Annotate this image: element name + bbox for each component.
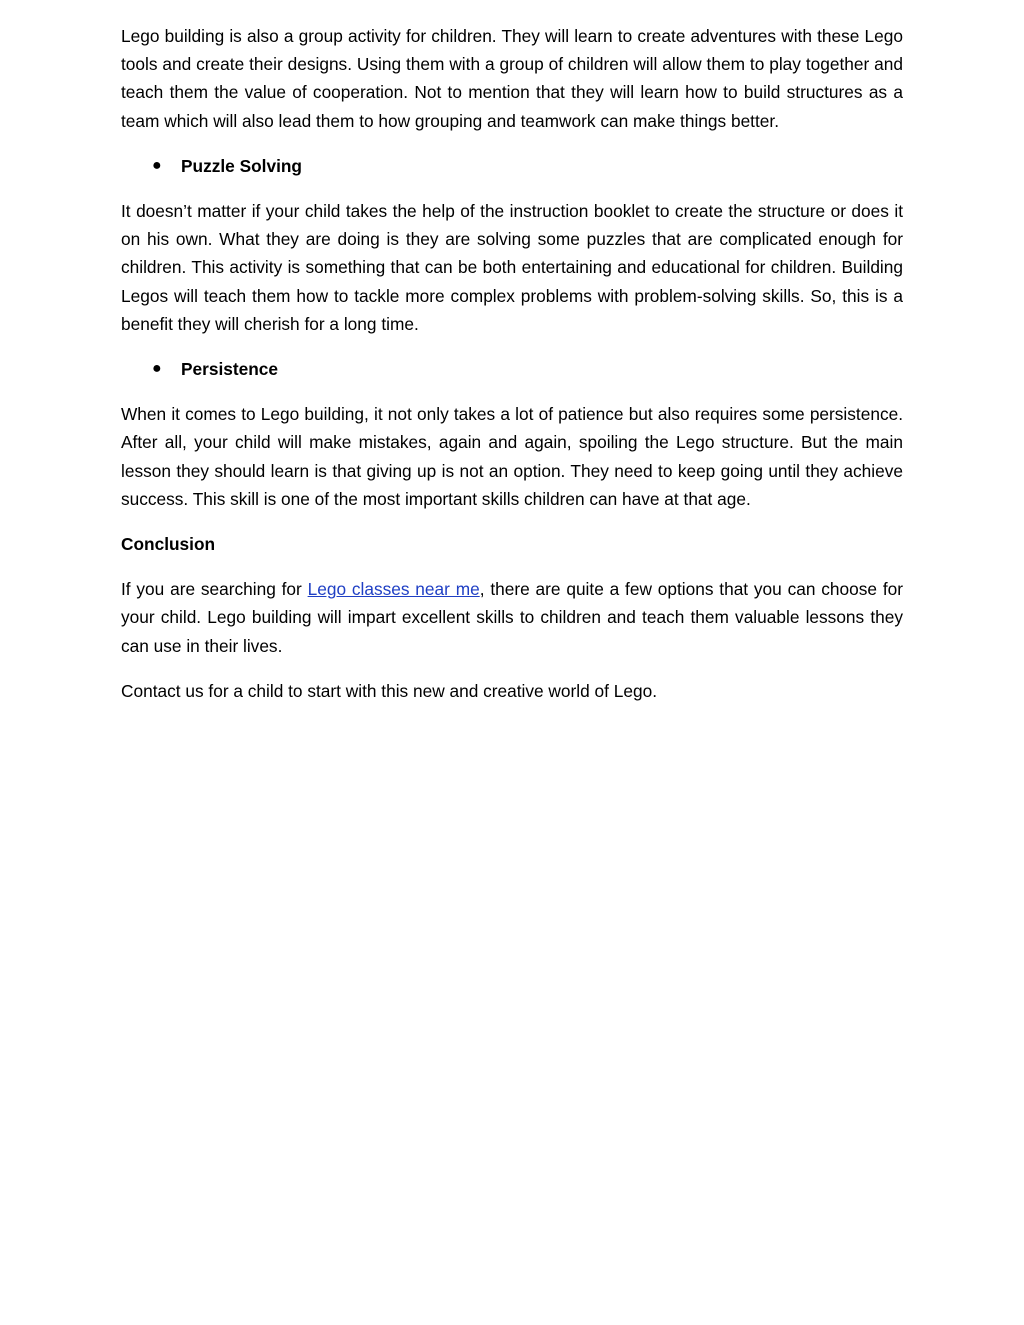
heading-conclusion: Conclusion (121, 534, 216, 555)
paragraph-conclusion-text-end: , there are quite a few options that you can choose for your child. Lego building will impart excellent skills to children and teach them valuable lessons they can use in their lives. (121, 579, 903, 656)
bullet-item-persistence (121, 355, 903, 383)
bullet-label-puzzle-solving: Puzzle Solving (181, 155, 302, 176)
document-page (121, 22, 903, 722)
bullet-item-puzzle-solving (121, 152, 903, 180)
paragraph-conclusion-text-start: If you are searching for (121, 579, 308, 600)
paragraph-conclusion (121, 575, 903, 660)
bullet-label-persistence: Persistence (181, 359, 279, 380)
paragraph-puzzle-solving: It doesn’t matter if your child takes the help of the instruction booklet to create the structure or does it on his own. What they are doing is they are solving some puzzles that are complicated enough for children. This activity is something that can be both entertaining and educational for children. Building Legos will teach them how to tackle more complex problems with problem-solving skills. So, this is a benefit they will cherish for a long time. (121, 201, 903, 334)
paragraph-persistence: When it comes to Lego building, it not only takes a lot of patience but also requires some persistence. After all, your child will make mistakes, again and again, spoiling the Lego structure. But the main lesson they should learn is that giving up is not an option. They need to keep going until they achieve success. This skill is one of the most important skills children can have at that age. (121, 404, 903, 509)
lego-classes-link[interactable]: Lego classes near me (307, 579, 480, 600)
bullet-icon: ● (152, 156, 162, 174)
paragraph-contact: Contact us for a child to start with this new and creative world of Lego. (121, 680, 657, 701)
bullet-icon: ● (152, 360, 162, 378)
paragraph-group-activity: Lego building is also a group activity for children. They will learn to create adventures with these Lego tools and create their designs. Using them with a group of children will allow them to play together and teach them the value of cooperation. Not to mention that they will learn how to build structures as a team which will also lead them to how grouping and teamwork can make things better. (121, 26, 903, 131)
